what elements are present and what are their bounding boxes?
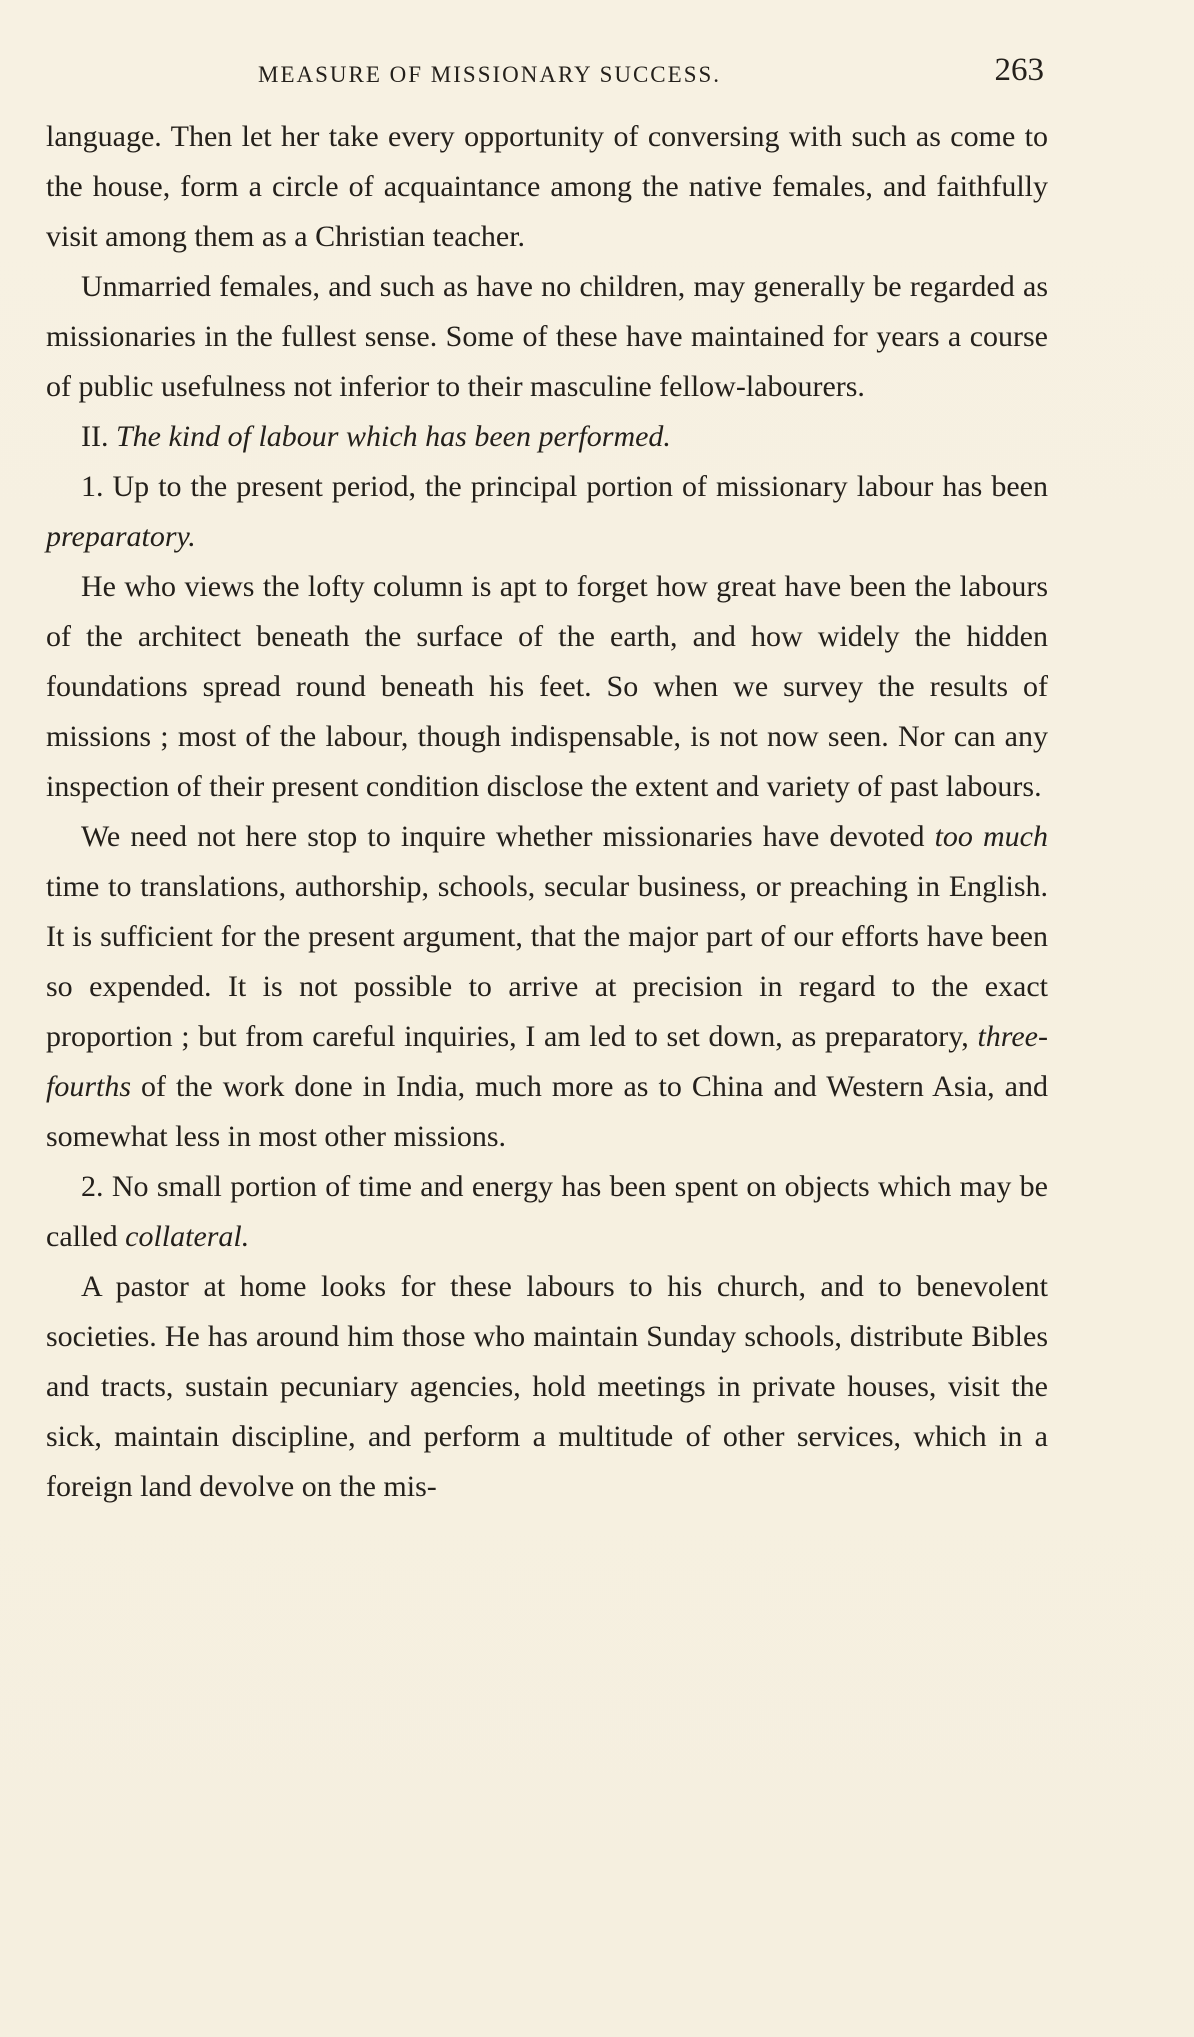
paragraph-7-emphasis: collateral. [125, 1220, 250, 1253]
section-number: II. [81, 420, 116, 453]
paragraph-5-text: He who views the lofty column is apt to forget how great have been the labours of the architect beneath the surface of the earth, and how widely the hidden foundations spread round beneath his feet. So when we survey the results of missions ; most of the labour, though indispensable, is not now seen. Nor can any inspection of their present condition disclose the extent and variety of past labours. [46, 570, 1048, 803]
paragraph-7-text: 2. No small portion of time and energy has been spent on objects which may be called [46, 1170, 1048, 1253]
paragraph-6 [46, 812, 1048, 1162]
paragraph-2 [46, 262, 1048, 412]
paragraph-1 [46, 112, 1048, 262]
paragraph-4-text: 1. Up to the present period, the principal portion of missionary labour has been [81, 470, 1048, 503]
paragraph-6-text-b: time to translations, authorship, schools, secular business, or preaching in English. It is sufficient for the present argument, that the major part of our efforts have been so expended. It is not possible to arrive at precision in regard to the exact proportion ; but from careful inquiries, I am led to set down, as preparatory, [46, 870, 1048, 1053]
body-text [46, 112, 1048, 1512]
page-number: 263 [994, 52, 1044, 88]
paragraph-1-text: language. Then let her take every opportunity of conversing with such as come to the house, form a circle of acquaintance among the native females, and faithfully visit among them as a Christian teacher. [46, 120, 1048, 253]
paragraph-8 [46, 1262, 1048, 1512]
paragraph-6-emphasis-b: three-fourths [46, 1020, 1048, 1103]
paragraph-6-text-c: of the work done in India, much more as to China and Western Asia, and somewhat less in most other missions. [46, 1070, 1048, 1153]
section-title: The kind of labour which has been performed. [115, 420, 671, 453]
section-heading-ii [46, 412, 1048, 462]
paragraph-8-text: A pastor at home looks for these labours to his church, and to benevolent societies. He has around him those who maintain Sunday schools, distribute Bibles and tracts, sustain pecuniary agencies, hold meetings in private houses, visit the sick, maintain discipline, and perform a multitude of other services, which in a foreign land devolve on the mis- [46, 1270, 1048, 1503]
paragraph-6-text-a: We need not here stop to inquire whether missionaries have devoted [81, 820, 935, 853]
paragraph-5 [46, 562, 1048, 812]
paragraph-4-emphasis: preparatory. [46, 520, 196, 553]
running-head: MEASURE OF MISSIONARY SUCCESS. [258, 62, 722, 87]
paragraph-2-text: Unmarried females, and such as have no children, may generally be regarded as missionaries in the fullest sense. Some of these have maintained for years a course of public usefulness not inferior to their masculine fellow-labourers. [46, 270, 1048, 403]
paragraph-7 [46, 1162, 1048, 1262]
page-header [46, 52, 1048, 112]
paragraph-4 [46, 462, 1048, 562]
paragraph-6-emphasis-a: too much [934, 820, 1048, 853]
